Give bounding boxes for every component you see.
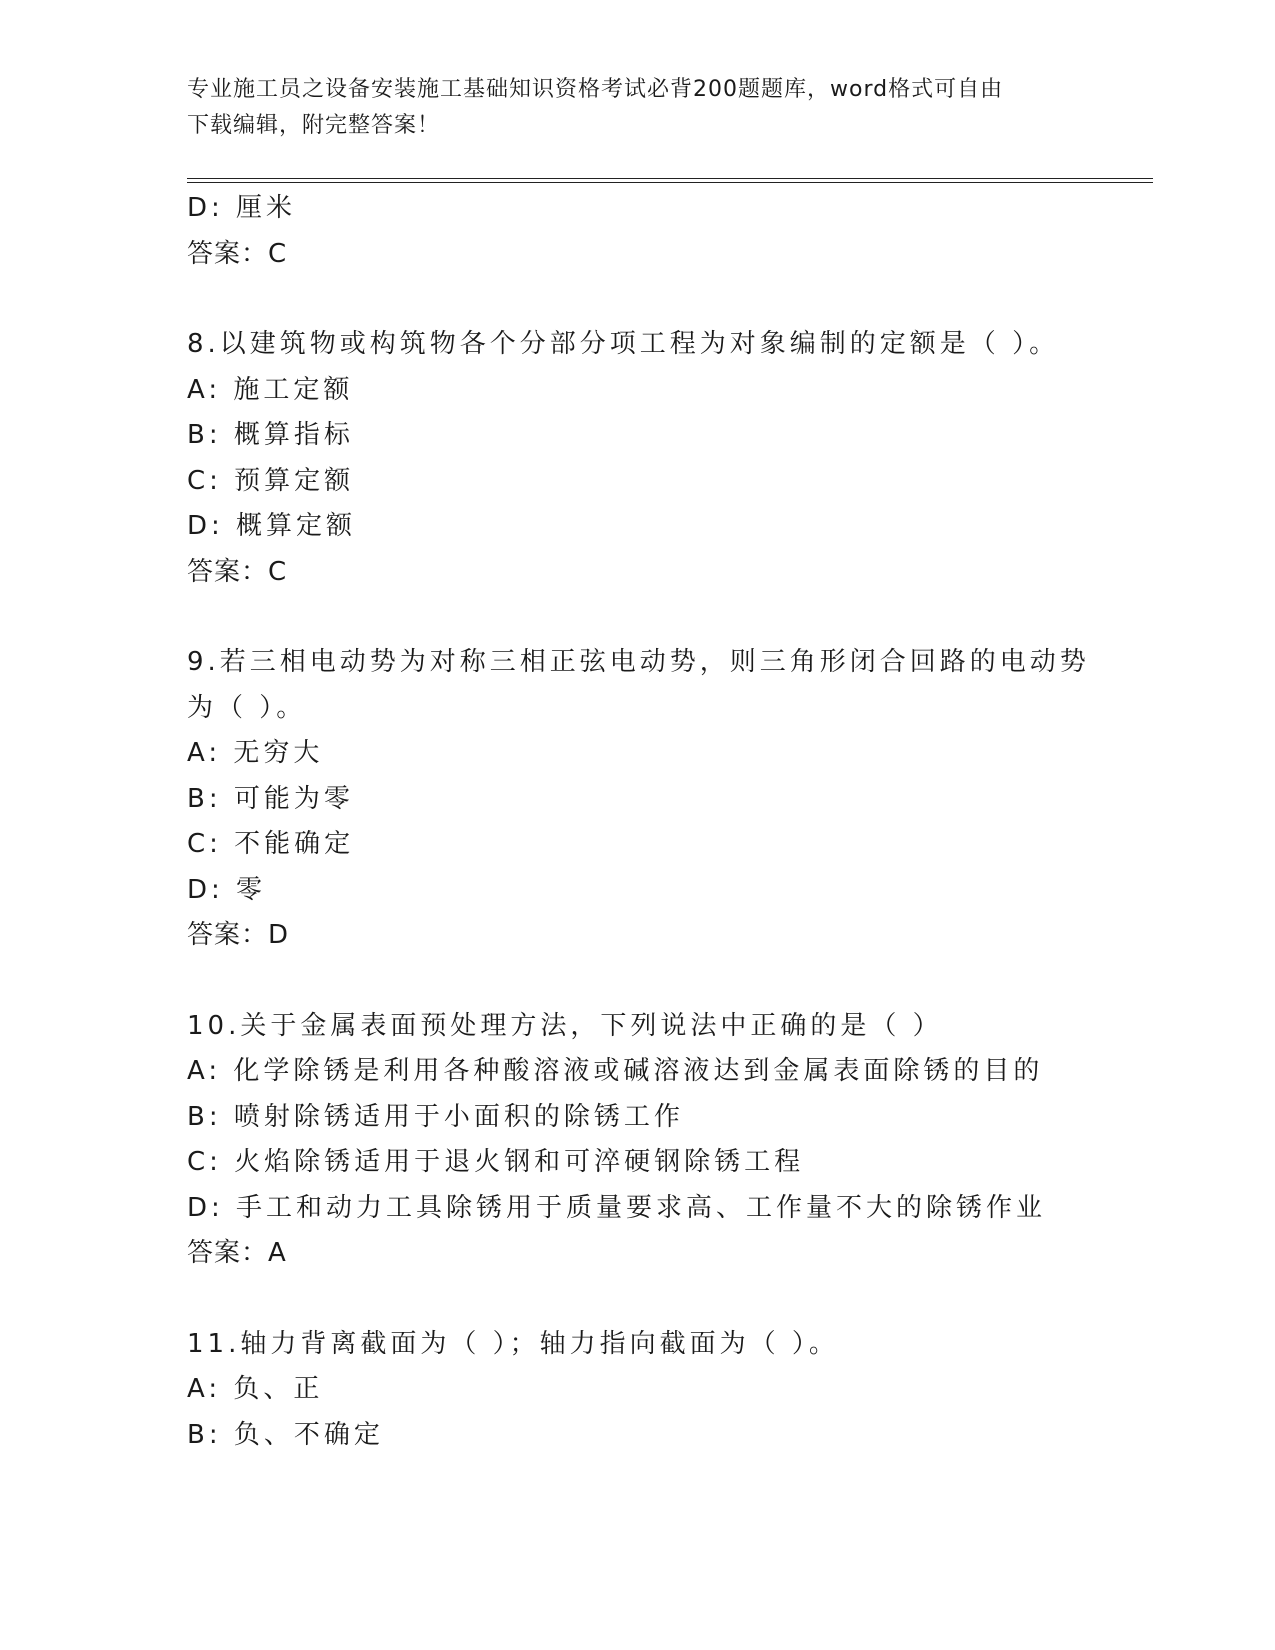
- answer: 答案：D: [187, 920, 290, 950]
- option-a: A: 无穷大: [187, 738, 324, 768]
- option-d: D: 手工和动力工具除锈用于质量要求高、工作量不大的除锈作业: [187, 1192, 1047, 1223]
- option-b: B: 概算指标: [187, 420, 354, 450]
- question-stem-line-1: 9.若三相电动势为对称三相正弦电动势，则三角形闭合回路的电动势: [187, 647, 1090, 677]
- question-8: [187, 322, 1087, 595]
- question-11: [187, 1322, 1087, 1459]
- header-title-line-2: 下载编辑，附完整答案！: [187, 113, 441, 138]
- question-stem-line-2: 为（ ）。: [187, 692, 307, 723]
- question-prev: [187, 186, 1087, 277]
- header-divider-bottom: [187, 182, 1153, 183]
- option-b: B: 可能为零: [187, 783, 354, 814]
- option-a: A: 化学除锈是利用各种酸溶液或碱溶液达到金属表面除锈的目的: [187, 1056, 1044, 1086]
- option-a: A: 负、正: [187, 1374, 324, 1404]
- document-header: [187, 72, 1067, 144]
- option-c: C: 火焰除锈适用于退火钢和可淬硬钢除锈工程: [187, 1147, 805, 1177]
- answer: 答案：C: [187, 238, 288, 269]
- header-divider-top: [187, 178, 1153, 179]
- spacer: [187, 959, 1087, 1004]
- spacer: [187, 1277, 1087, 1322]
- option-b: B: 负、不确定: [187, 1419, 384, 1450]
- question-stem: 10.关于金属表面预处理方法，下列说法中正确的是（ ）: [187, 1010, 943, 1041]
- option-b: B: 喷射除锈适用于小面积的除锈工作: [187, 1101, 684, 1132]
- spacer: [187, 277, 1087, 322]
- spacer: [187, 595, 1087, 640]
- option-c: C: 预算定额: [187, 465, 355, 496]
- header-title-line-1: 专业施工员之设备安装施工基础知识资格考试必背200题题库，word格式可自由: [187, 77, 1004, 102]
- question-10: [187, 1004, 1087, 1277]
- option-d: D: 零: [187, 874, 267, 905]
- answer: 答案：C: [187, 556, 288, 587]
- option-d: D: 厘米: [187, 193, 297, 223]
- option-c: C: 不能确定: [187, 829, 355, 859]
- document-content: [187, 186, 1090, 1458]
- option-d: D: 概算定额: [187, 511, 357, 541]
- question-stem: 11.轴力背离截面为（ ）；轴力指向截面为（ ）。: [187, 1328, 839, 1359]
- question-stem: 8.以建筑物或构筑物各个分部分项工程为对象编制的定额是（ ）。: [187, 329, 1060, 359]
- answer: 答案：A: [187, 1238, 287, 1268]
- option-a: A: 施工定额: [187, 374, 354, 405]
- question-9: [187, 640, 1090, 959]
